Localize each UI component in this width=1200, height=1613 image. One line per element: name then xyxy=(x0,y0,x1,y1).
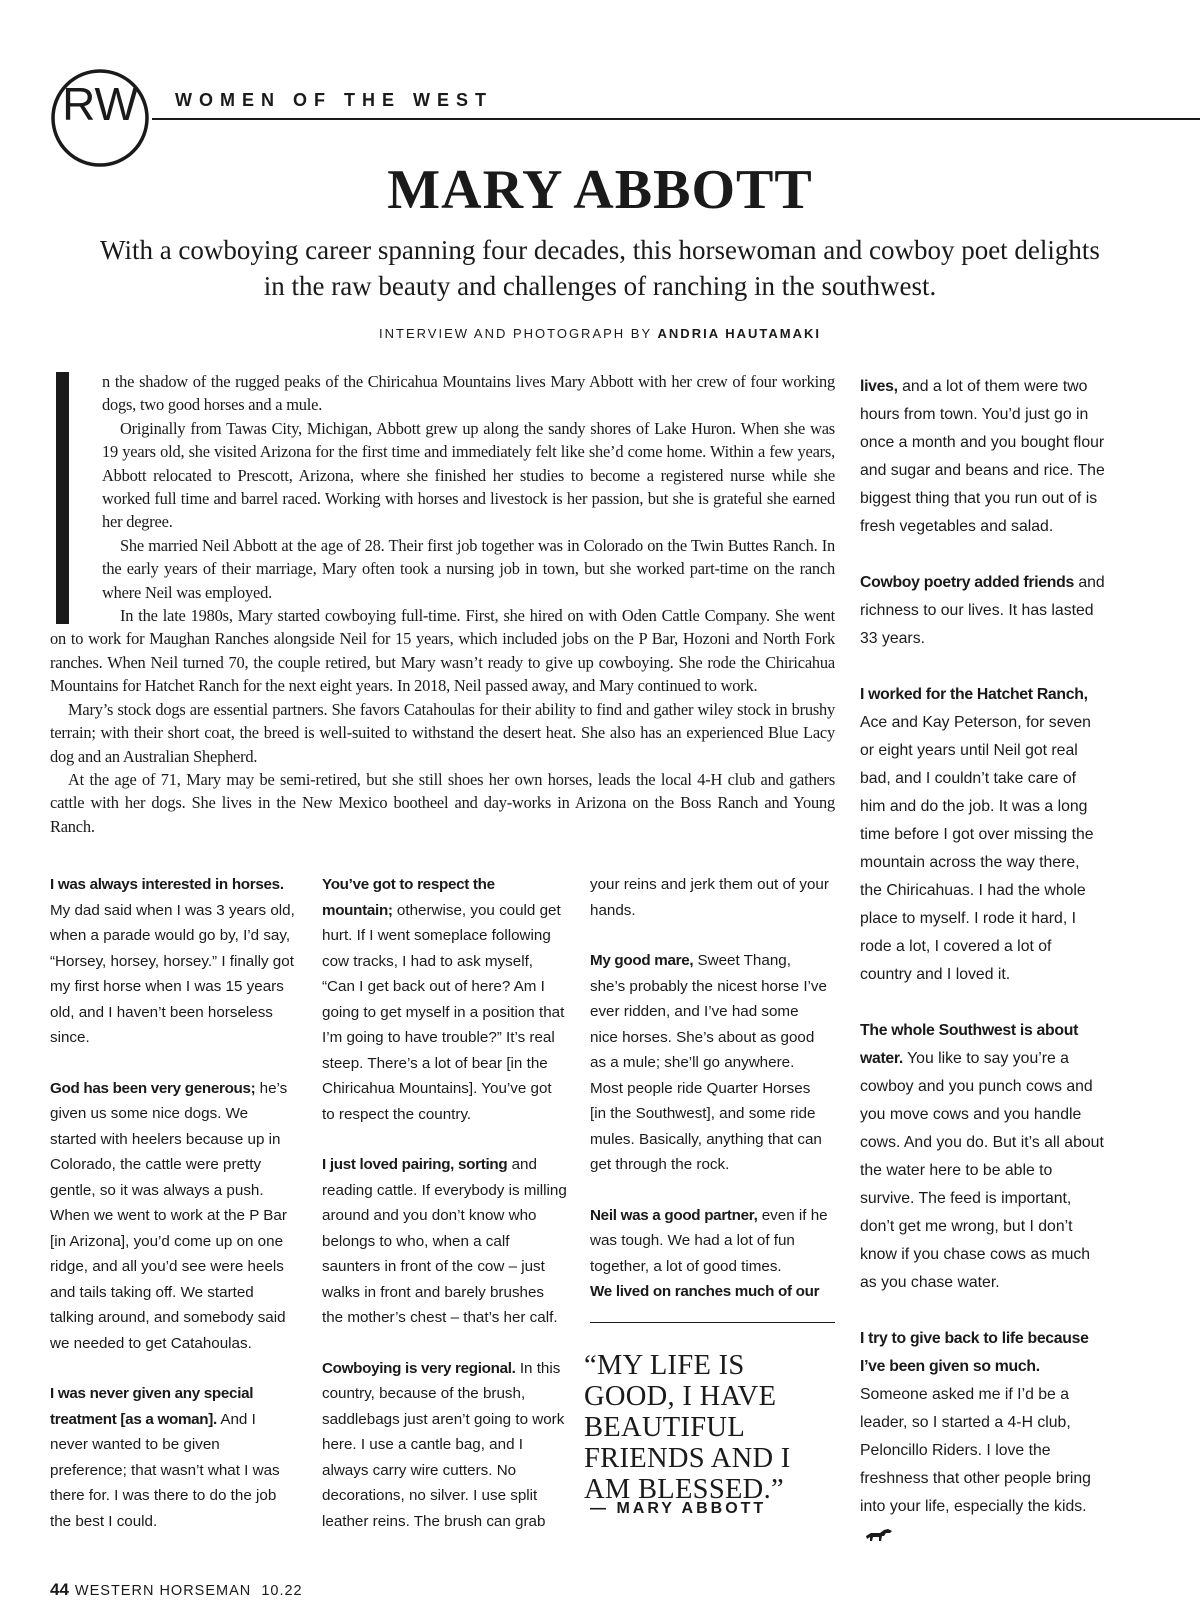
quote-column-4 xyxy=(860,373,1105,1577)
intro-paragraph: Originally from Tawas City, Michigan, Abbott grew up along the sandy shores of Lake Huron. When she was 19 years old, she visited Arizona for the first time and immediately felt like she’d come home. Within a few years, Abbott relocated to Prescott, Arizona, where she finished her studies to become a registered nurse while she worked full time and barrel raced. Working with horses and livestock is her passion, but she is grateful she earned her degree. xyxy=(102,418,835,532)
byline-prefix: INTERVIEW AND PHOTOGRAPH BY xyxy=(379,326,652,341)
byline-author: ANDRIA HAUTAMAKI xyxy=(657,326,821,341)
quote-paragraph: God has been very generous; he’s given us some nice dogs. We started with heelers because up in Colorado, the cattle were pretty gentle, so it was always a push. When we went to work at the P Bar [in Arizona], you’d come up on one ridge, and all you’d see were heels and tails taking off. We started talking around, and somebody said we needed to get Catahoulas. xyxy=(50,1079,288,1352)
quote-column-2 xyxy=(322,872,567,1559)
page-number: 44 xyxy=(50,1580,69,1599)
quote-paragraph: Neil was a good partner, even if he was tough. We had a lot of fun together, a lot of good times. We lived on ranches much of our xyxy=(590,1206,828,1300)
header-rule xyxy=(152,118,1200,120)
horse-icon xyxy=(864,1527,894,1543)
page-title: MARY ABBOTT xyxy=(387,159,813,221)
quote-paragraph: your reins and jerk them out of your hands. xyxy=(590,876,829,919)
page-footer xyxy=(50,1580,303,1600)
publication-name: WESTERN HORSEMAN xyxy=(74,1583,252,1599)
quote-column-3 xyxy=(590,872,830,1305)
quote-paragraph: I just loved pairing, sorting and reading cattle. If everybody is milling around and you don’t know who belongs to who, when a calf saunters in front of the cow – just walks in front and barely brushes the mother’s chest – that’s her calf. xyxy=(322,1156,567,1326)
continued-lead-end: lives, xyxy=(860,378,898,395)
section-label: WOMEN OF THE WEST xyxy=(175,90,493,110)
quote-paragraph: Cowboying is very regional. In this country, because of the brush, saddlebags just aren’t going to work here. I use a cantle bag, and I always carry wire cutters. No decorations, no silver. I use split leather reins. The brush can grab xyxy=(322,1359,565,1530)
quote-paragraph: I was never given any special treatment [as a woman]. And I never wanted to be given preference; that wasn’t what I was there for. I was there to do the job the best I could. xyxy=(50,1385,280,1530)
quote-paragraph: I try to give back to life because I’ve been given so much. Someone asked me if I’d be a leader, so I started a 4-H club, Peloncillo Riders. I love the freshness that other people bring into your life, especially the kids. xyxy=(860,1325,1105,1549)
quote-paragraph: Cowboy poetry added friends and richness to our lives. It has lasted 33 years. xyxy=(860,574,1105,647)
quote-paragraph: lives, and a lot of them were two hours from town. You’d just go in once a month and you bought flour and sugar and beans and rice. The biggest thing that you run out of is fresh vegetables and salad. xyxy=(860,378,1105,535)
quote-paragraph: The whole Southwest is about water. You like to say you’re a cowboy and you punch cows and you move cows and you handle cows. And you do. But it’s all about the water here to be able to survive. The feed is important, don’t get me wrong, but I don’t know if you chase cows as much as you chase water. xyxy=(860,1022,1104,1291)
quote-paragraph: My good mare, Sweet Thang, she’s probably the nicest horse I’ve ever ridden, and I’ve had some nice horses. She’s about as good as a mule; she’ll go anywhere. Most people ride Quarter Horses [in the Southwest], and some ride mules. Basically, anything that can get through the rock. xyxy=(590,952,827,1173)
quote-paragraph: I worked for the Hatchet Ranch, Ace and Kay Peterson, for seven or eight years until Neil got real bad, and I couldn’t take care of him and do the job. It was a long time before I got over missing the mountain across the way there, the Chiricahuas. I had the whole place to myself. I rode it hard, I rode a lot, I covered a lot of country and I loved it. xyxy=(860,686,1094,983)
intro-paragraph: She married Neil Abbott at the age of 28. Their first job together was in Colorado on the Twin Buttes Ranch. In the early years of their marriage, Mary often took a nursing job in town, but she worked part-time on the ranch where Neil was employed. xyxy=(102,535,835,602)
intro-paragraph: At the age of 71, Mary may be semi-retired, but she still shoes her own horses, leads the local 4-H club and gathers cattle with her dogs. She lives in the New Mexico bootheel and day-works in Arizona on the Boss Ranch and Young Ranch. xyxy=(50,769,835,836)
pull-quote: “MY LIFE IS GOOD, I HAVE BEAUTIFUL FRIENDS AND I AM BLESSED.” xyxy=(584,1350,791,1505)
quote-paragraph: You’ve got to respect the mountain; otherwise, you could get hurt. If I went someplace following cow tracks, I had to ask myself, “Can I get back out of here? Am I going to get myself in a position that I’m going to have trouble?” It’s real steep. There’s a lot of bear [in the Chiricahua Mountains]. You’ve got to respect the country. xyxy=(322,876,565,1123)
issue-date: 10.22 xyxy=(261,1583,303,1599)
byline xyxy=(0,326,1200,341)
intro-paragraph: n the shadow of the rugged peaks of the Chiricahua Mountains lives Mary Abbott with her crew of four working dogs, two good horses and a mule. xyxy=(102,372,835,415)
rw-logo xyxy=(50,68,150,168)
continued-lead: We lived on ranches much of our xyxy=(590,1283,820,1300)
quote-paragraph: I was always interested in horses. My dad said when I was 3 years old, when a parade would go by, I’d say, “Horsey, horsey, horsey.” I finally got my first horse when I was 15 years old, and I haven’t been horseless since. xyxy=(50,876,295,1046)
intro-text xyxy=(50,370,835,838)
pull-quote-attribution: — MARY ABBOTT xyxy=(590,1500,767,1517)
intro-paragraph: Mary’s stock dogs are essential partners. She favors Catahoulas for their ability to find and gather wiley stock in brushy terrain; with their short coat, the breed is well-suited to withstand the desert heat. She also has an experienced Blue Lacy dog and an Australian Shepherd. xyxy=(50,699,835,766)
quote-column-1 xyxy=(50,872,295,1559)
article-deck: With a cowboying career spanning four decades, this horsewoman and cowboy poet delights in the raw beauty and challenges of ranching in the southwest. xyxy=(100,235,1100,301)
logo-letter-r: RW xyxy=(62,78,138,130)
pull-quote-rule xyxy=(590,1322,835,1323)
intro-paragraph: In the late 1980s, Mary started cowboying full-time. First, she hired on with Oden Cattle Company. She went on to work for Maughan Ranches alongside Neil for 15 years, which included jobs on the P Bar, Hozoni and North Fork ranches. When Neil turned 70, the couple retired, but Mary wasn’t ready to give up cowboying. She rode the Chiricahua Mountains for Hatchet Ranch for the next eight years. In 2018, Neil passed away, and Mary continued to work. xyxy=(50,606,835,696)
